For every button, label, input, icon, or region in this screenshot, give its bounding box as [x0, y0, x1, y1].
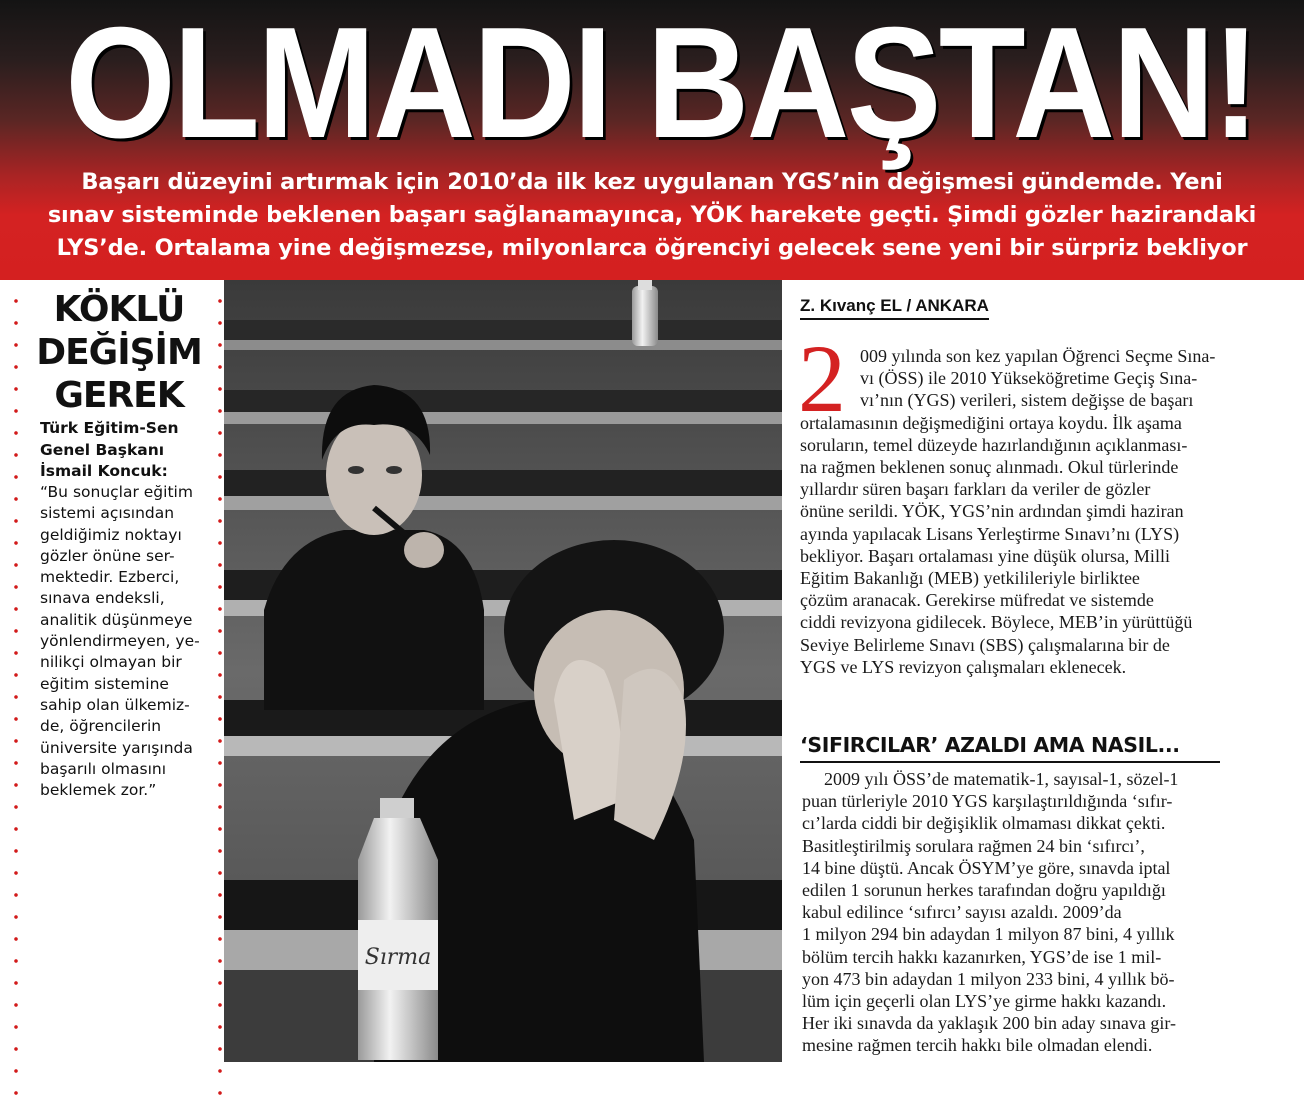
text-line: 14 bine düştü. Ancak ÖSYM’ye göre, sınavda iptal — [802, 857, 1171, 878]
sidebar-box — [0, 280, 224, 1116]
text-line: 009 yılında son kez yapılan Öğrenci Seçme Sına- — [860, 346, 1216, 366]
byline: Z. Kıvanç EL / ANKARA — [800, 296, 989, 320]
quote-line: eğitim sistemine — [40, 674, 169, 693]
text-line: soruların, temel düzeyde hazırlandığının açıklanması- — [800, 434, 1188, 455]
news-photo — [224, 280, 782, 1062]
text-line: çözüm aranacak. Gerekirse müfredat ve sistemde — [800, 590, 1154, 611]
exam-hall-photo — [224, 280, 782, 1062]
text-line: bölüm tercih hakkı kazanırken, YGS’de ise 1 mil- — [802, 946, 1162, 967]
text-line: yon 473 bin adaydan 1 milyon 233 bini, 4 yıllık bö- — [802, 968, 1175, 989]
quote-line: mektedir. Ezberci, — [40, 568, 180, 587]
quote-line: analitik düşünmeye — [40, 610, 193, 629]
headline: OLMADI BAŞTAN! — [65, 0, 1258, 171]
sidebar-title-line: KÖKLÜ — [53, 289, 185, 330]
dotted-border-left — [14, 290, 18, 1110]
quote-line: de, öğrencilerin — [40, 717, 162, 736]
article-paragraph — [802, 768, 1302, 1057]
text-line: 1 milyon 294 bin adaydan 1 milyon 87 bini, 4 yıllık — [802, 924, 1175, 945]
sidebar-title — [24, 288, 214, 417]
text-line: Her iki sınavda da yaklaşık 200 bin aday sınava gir- — [802, 1013, 1177, 1034]
quote-line: yönlendirmeyen, ye- — [40, 632, 200, 651]
text-line: ortalamasının değişmediğini ortaya koydu. İlk aşama — [800, 412, 1182, 433]
sidebar-title-line: DEĞİŞİM — [36, 332, 202, 373]
text-line: YGS ve LYS revizyon çalışmaları eklenecek. — [800, 656, 1127, 677]
quote-line: geldiğimiz noktayı — [40, 525, 182, 544]
deck-line: Başarı düzeyini artırmak için 2010’da ilk kez uygulanan YGS’nin değişmesi gündemde. Yeni — [81, 169, 1223, 195]
quote-line: başarılı olmasını — [40, 759, 167, 778]
quote-line: sınava endeksli, — [40, 589, 165, 608]
text-line: ayında yapılacak Lisans Yerleştirme Sınavı’nı (LYS) — [800, 523, 1180, 544]
sidebar-source-line: İsmail Koncuk: — [40, 462, 168, 480]
sidebar-quote — [40, 482, 220, 801]
quote-line: nilikçi olmayan bir — [40, 653, 182, 672]
deck-line: LYS’de. Ortalama yine değişmezse, milyonlarca öğrenciyi gelecek sene yeni bir sürpriz bekliyor — [56, 235, 1248, 261]
subheading: ‘SIFIRCILAR’ AZALDI AMA NASIL... — [800, 733, 1220, 763]
text-line: yıllardır süren başarı farkları da veriler de gözler — [800, 479, 1151, 500]
deck-text — [10, 166, 1294, 265]
text-line: Seviye Belirleme Sınavı (SBS) çalışmalarına bir de — [800, 634, 1170, 655]
sidebar-source-line: Türk Eğitim-Sen — [40, 419, 179, 437]
article-paragraph — [800, 345, 1300, 678]
text-line: edilen 1 sorunun herkes tarafından doğru yapıldığı — [802, 880, 1166, 901]
quote-line: “Bu sonuçlar eğitim — [40, 483, 193, 501]
text-line: ciddi revizyona gidilecek. Böylece, MEB’in yürüttüğü — [800, 612, 1193, 633]
quote-line: beklemek zor.” — [40, 781, 157, 800]
text-line: bekliyor. Başarı ortalaması yine düşük olursa, Milli — [800, 545, 1170, 566]
text-line: Basitleştirilmiş sorulara rağmen 24 bin ‘sıfırcı’, — [802, 835, 1145, 856]
drop-cap: 2 — [798, 325, 846, 432]
quote-line: sahip olan ülkemiz- — [40, 695, 190, 714]
text-line: lüm için geçerli olan LYS’ye girme hakkı kazandı. — [802, 991, 1167, 1012]
sidebar-source-line: Genel Başkanı — [40, 440, 165, 459]
text-line: na rağmen beklenen sonuç alınmadı. Okul türlerinde — [800, 457, 1179, 478]
quote-line: sistemi açısından — [40, 504, 175, 523]
text-line: 2009 yılı ÖSS’de matematik-1, sayısal-1, sözel-1 — [824, 769, 1179, 789]
headline-banner — [0, 0, 1304, 280]
text-line: Eğitim Bakanlığı (MEB) yetkilileriyle birliktee — [800, 568, 1140, 589]
text-line: vı (ÖSS) ile 2010 Yükseköğretime Geçiş Sına- — [860, 368, 1198, 389]
bottle-label: Sırma — [364, 945, 432, 970]
deck-line: sınav sisteminde beklenen başarı sağlanamayınca, YÖK harekete geçti. Şimdi gözler hazirandaki — [47, 202, 1257, 228]
sidebar-title-line: GEREK — [54, 375, 184, 416]
bottle-background — [632, 280, 658, 346]
text-line: vı’nın (YGS) verileri, sistem değişse de başarı — [860, 390, 1194, 411]
text-line: önüne serildi. YÖK, YGS’nin ardından şimdi haziran — [800, 501, 1184, 522]
text-line: puan türleriyle 2010 YGS karşılaştırıldığında ‘sıfır- — [802, 791, 1173, 812]
text-line: mesine rağmen tercih hakkı bile olmadan elendi. — [802, 1035, 1153, 1056]
quote-line: üniversite yarışında — [40, 738, 193, 757]
water-bottle — [358, 798, 438, 1060]
text-line: kabul edilince ‘sıfırcı’ sayısı azaldı. 2009’da — [802, 902, 1122, 923]
quote-line: gözler önüne ser- — [40, 546, 175, 565]
sidebar-source — [40, 418, 220, 483]
text-line: cı’larda ciddi bir değişiklik olmaması dikkat çekti. — [802, 813, 1166, 834]
